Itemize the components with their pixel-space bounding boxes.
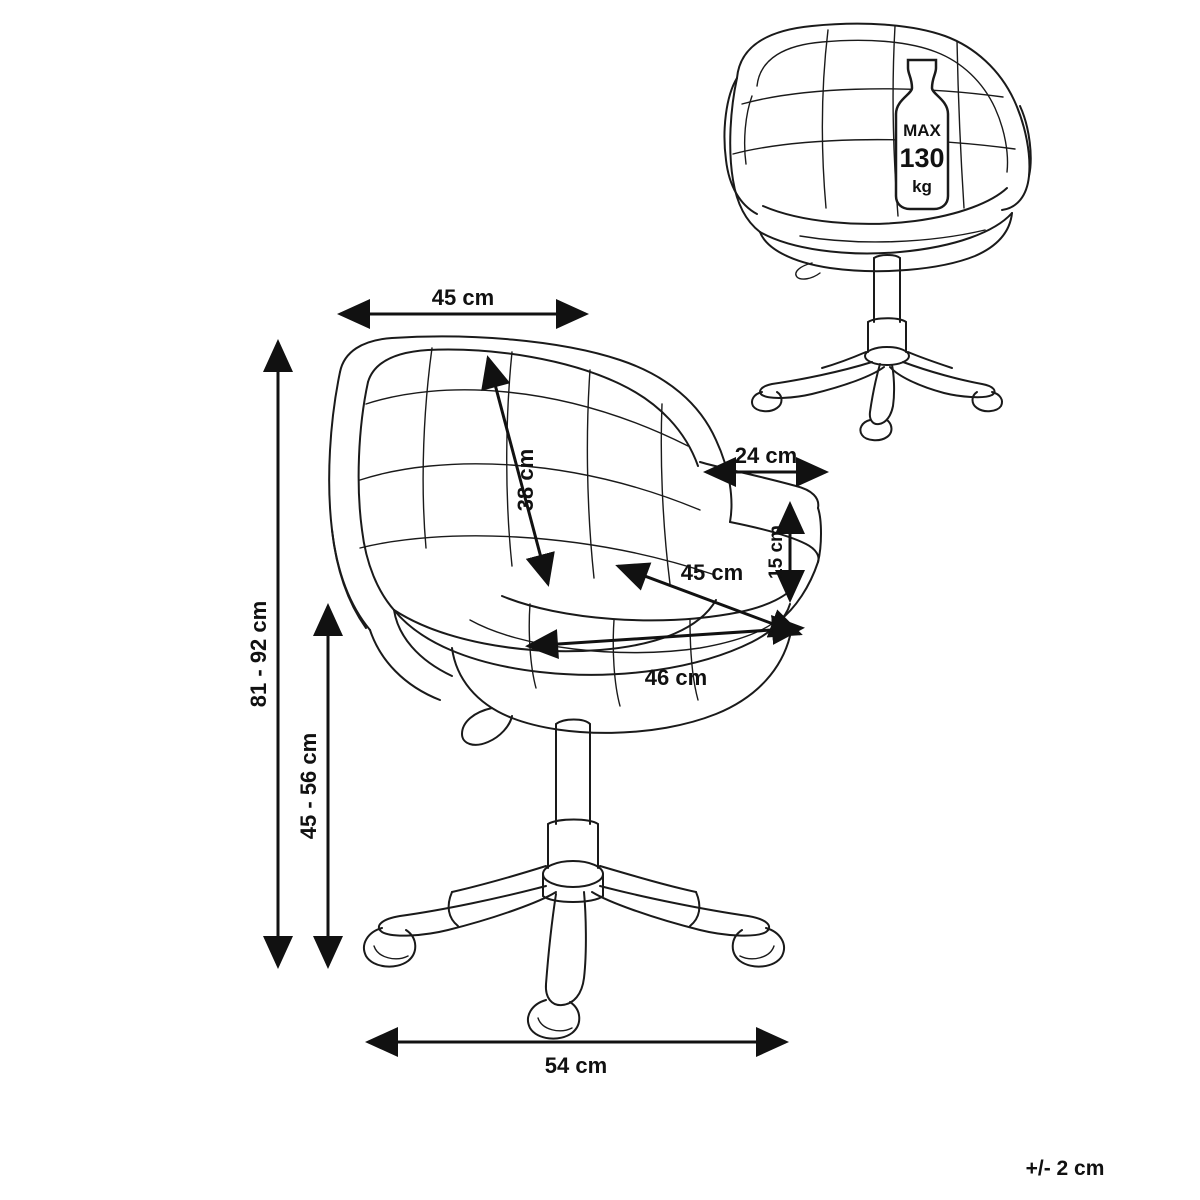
dimension-label-45-56: 45 - 56 cm [296,732,321,840]
max-load-value: 130 [899,143,945,173]
dimension-label-54: 54 cm [544,1053,608,1078]
max-load-unit: kg [912,177,932,196]
dimension-backrest-height [488,358,548,584]
dimension-label-38: 38 cm [513,448,538,512]
max-label: MAX [903,121,941,140]
dimension-base-diameter [368,1042,786,1078]
tolerance-note: +/- 2 cm [1025,1157,1105,1180]
dimension-label-15: 15 cm [766,525,787,579]
dimension-total-height [246,342,278,966]
max-load-badge [896,60,948,209]
dimension-label-46: 46 cm [644,665,708,690]
dimension-label-45-seat: 45 cm [680,560,744,585]
dimension-armrest-height [766,504,790,600]
dimension-seat-height [296,606,328,966]
dimension-seat-back-width [340,285,586,314]
chair-main-view [329,336,821,1038]
dimension-label-45-top: 45 cm [431,285,495,310]
chair-thumbnail [724,24,1030,441]
dimension-label-24: 24 cm [734,443,798,468]
dimension-label-81-92: 81 - 92 cm [246,600,271,708]
